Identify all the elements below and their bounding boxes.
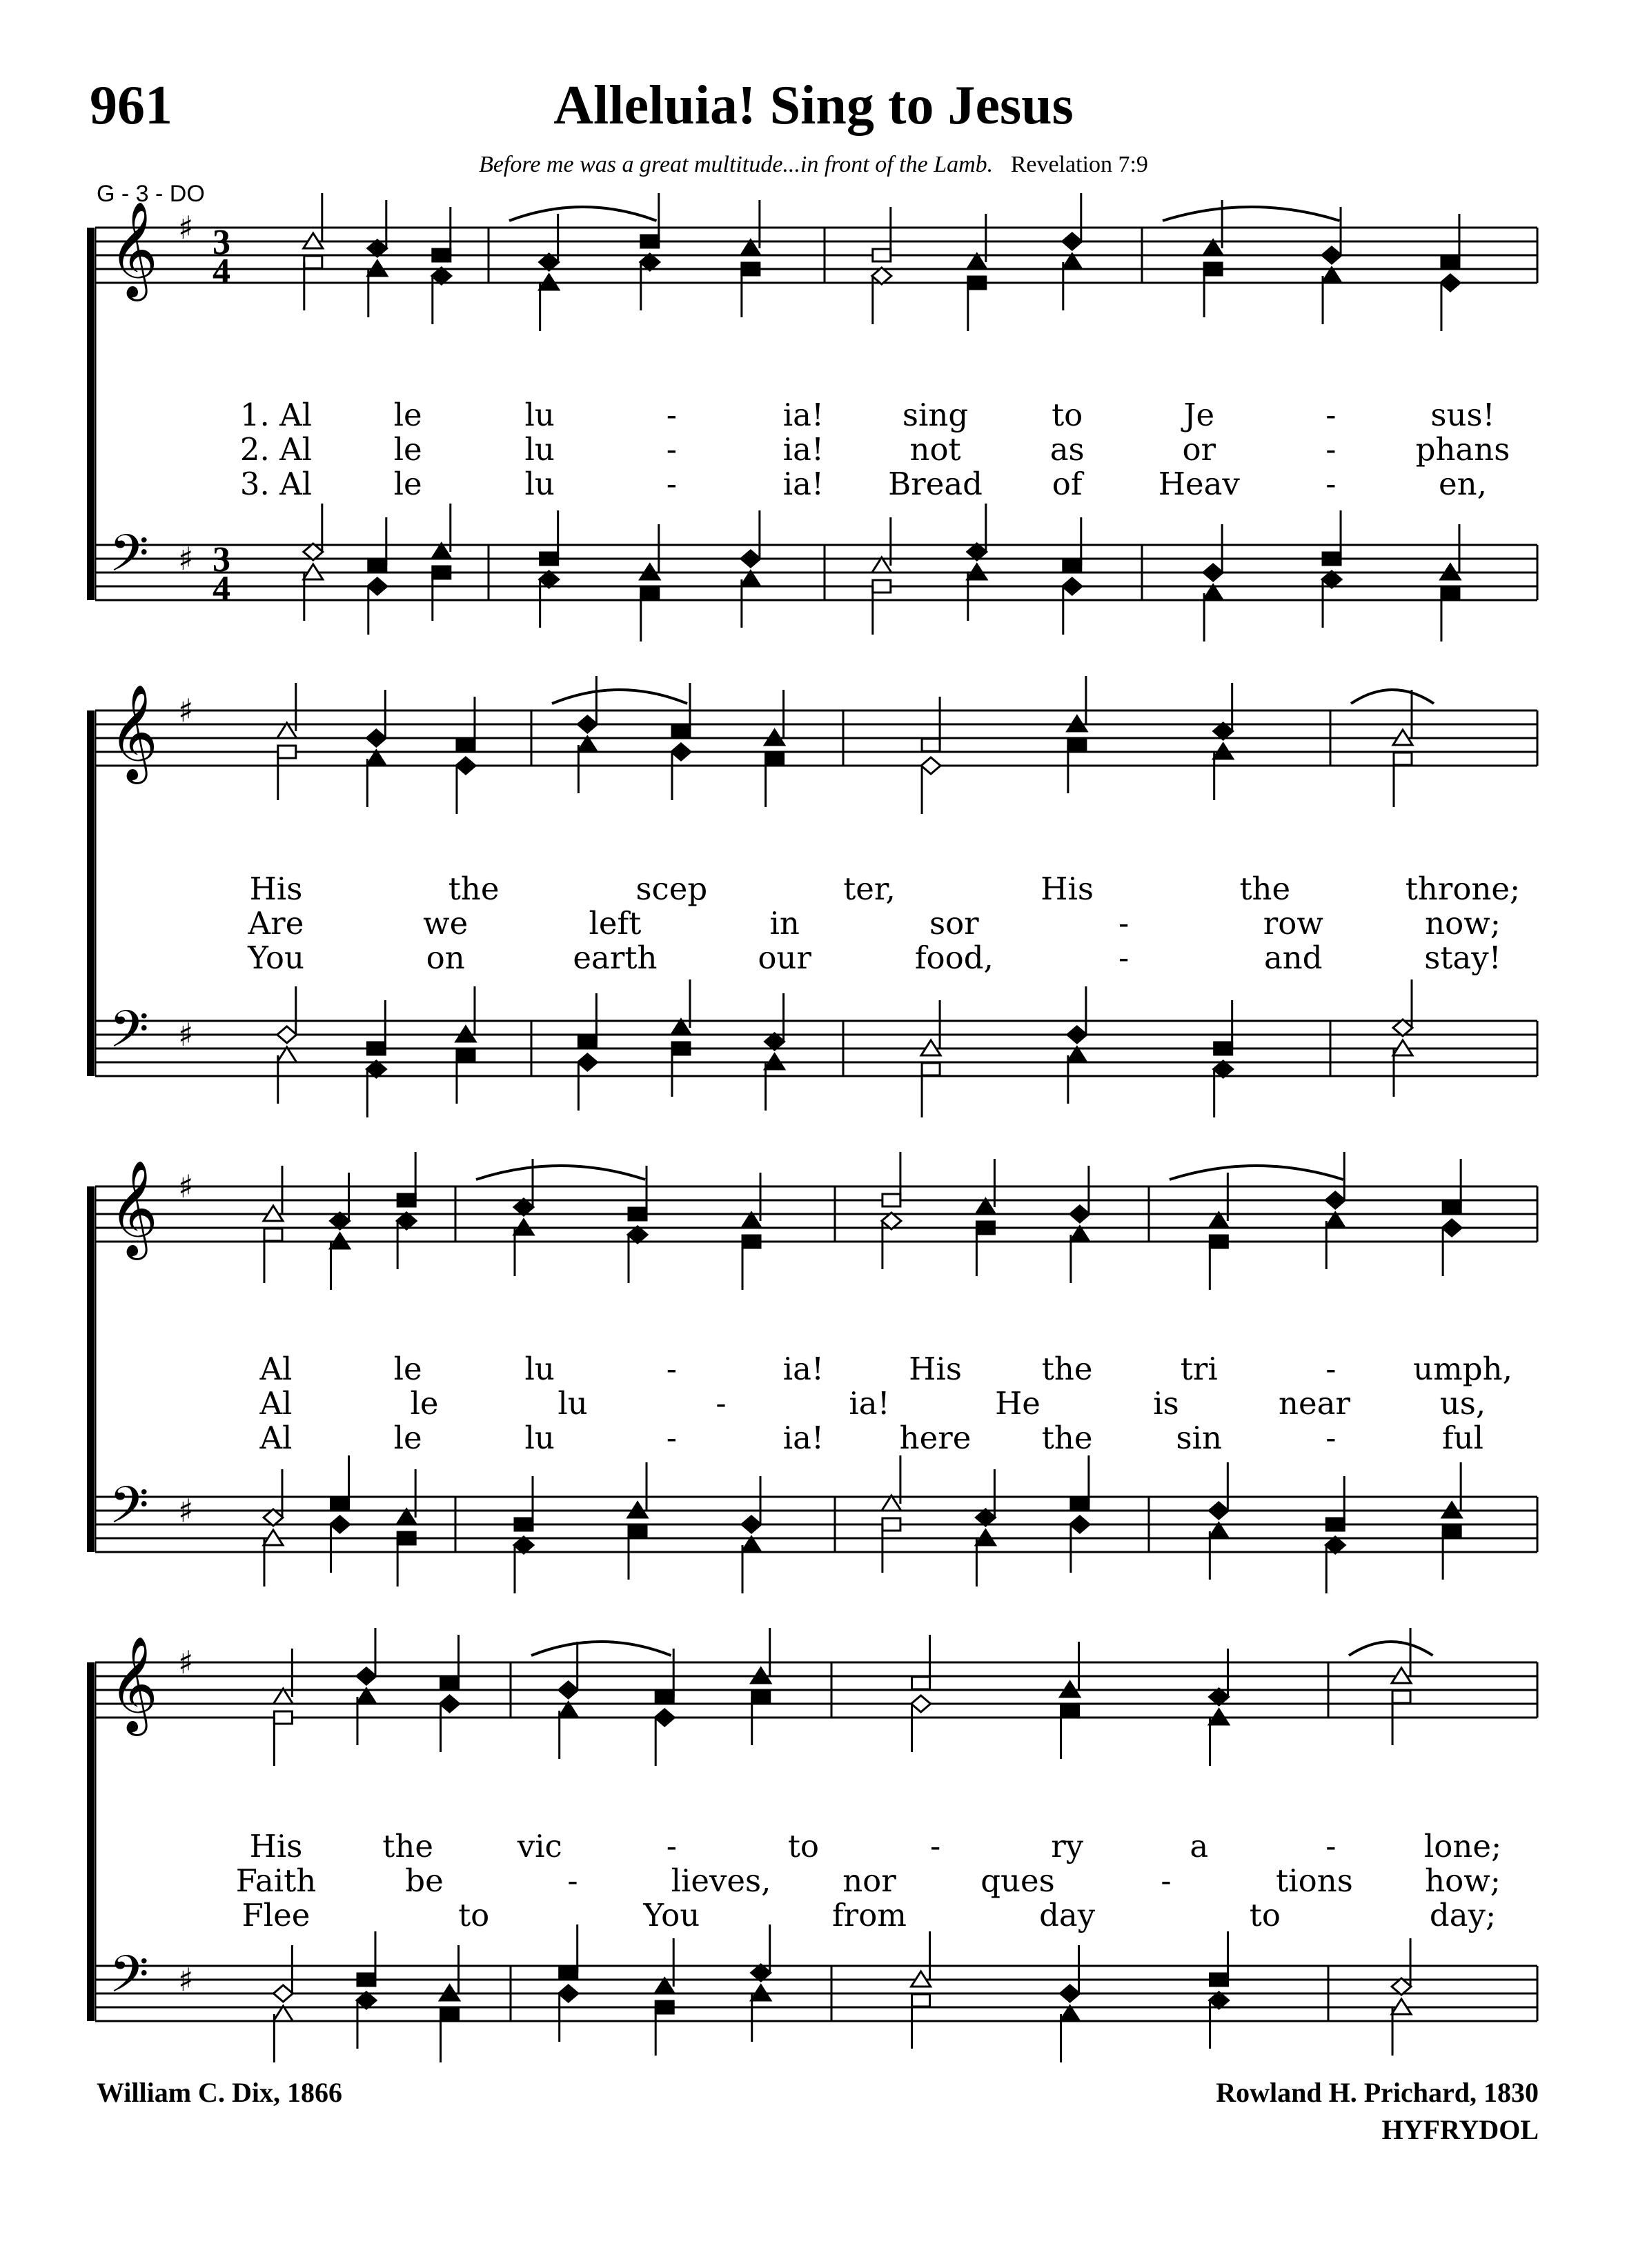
tenor-note xyxy=(273,1985,293,2002)
slur xyxy=(476,1166,645,1180)
tenor-note xyxy=(540,553,558,565)
lyric-syllable: 1. Al xyxy=(239,397,313,433)
hymn-number: 961 xyxy=(90,75,172,136)
lyric-syllable: - xyxy=(1325,1420,1337,1456)
lyric-syllable: ia! xyxy=(782,397,825,433)
soprano-note xyxy=(1214,723,1233,739)
soprano-note xyxy=(578,716,597,733)
bass-note xyxy=(1063,578,1082,595)
lyric-syllable: our xyxy=(758,939,811,976)
soprano-note xyxy=(357,1668,376,1684)
alto-note xyxy=(1061,1704,1079,1717)
alto-note xyxy=(628,1226,647,1243)
bass-note xyxy=(1214,1061,1233,1077)
lyric-syllable: be xyxy=(405,1862,444,1899)
lyric-syllable: on xyxy=(426,939,465,976)
bass-note xyxy=(357,1992,376,2009)
alto-note xyxy=(742,1235,760,1248)
lyric-syllable: the xyxy=(382,1828,433,1864)
soprano-note xyxy=(457,739,475,751)
tenor-note xyxy=(765,1033,785,1050)
soprano-note xyxy=(1441,256,1459,268)
lyric-syllable: as xyxy=(1049,431,1085,468)
tenor-note xyxy=(264,1509,283,1526)
lyric-syllable: vic xyxy=(517,1828,562,1864)
lyric-syllable: and xyxy=(1263,939,1323,976)
alto-note xyxy=(278,746,296,758)
lyric-syllable: His xyxy=(249,1828,303,1864)
lyric-syllable: - xyxy=(1325,431,1337,468)
bass-note xyxy=(873,580,891,593)
treble-clef-icon: 𝄞 xyxy=(109,684,158,780)
alto-note xyxy=(456,757,475,774)
lyric-syllable: to xyxy=(1249,1897,1281,1933)
lyric-syllable: Are xyxy=(248,905,304,942)
tenor-note xyxy=(1393,1019,1412,1036)
bass-note xyxy=(1070,1516,1089,1533)
lyric-syllable: or xyxy=(1182,431,1216,468)
soprano-note xyxy=(873,249,891,261)
lyric-syllable: row xyxy=(1263,905,1323,942)
slur xyxy=(1349,1642,1433,1655)
bass-note xyxy=(397,1532,415,1544)
lyric-syllable: day; xyxy=(1429,1897,1497,1933)
bass-note xyxy=(331,1516,350,1533)
sharp-icon: ♯ xyxy=(178,692,194,729)
treble-clef-icon: 𝄞 xyxy=(109,1160,158,1256)
sharp-icon: ♯ xyxy=(178,540,194,577)
tenor-note xyxy=(741,550,760,567)
alto-note xyxy=(640,254,660,270)
tenor-note xyxy=(560,1967,578,1979)
lyric-syllable: - xyxy=(1325,1828,1337,1864)
lyric-syllable: 3. Al xyxy=(239,466,313,502)
bass-note xyxy=(441,2008,459,2020)
tenor-note xyxy=(368,559,386,572)
lyric-syllable: ia! xyxy=(849,1385,890,1422)
slur xyxy=(1351,690,1434,704)
lyric-syllable: in xyxy=(769,905,800,942)
soprano-note xyxy=(1063,233,1082,250)
soprano-note xyxy=(514,1199,533,1215)
lyric-syllable: le xyxy=(393,1351,422,1387)
soprano-note xyxy=(1325,1192,1345,1208)
lyric-syllable: sing xyxy=(902,397,969,433)
lyric-syllable: His xyxy=(1041,871,1094,907)
lyric-syllable: ry xyxy=(1051,1828,1084,1864)
bass-note xyxy=(1441,587,1459,599)
soprano-note xyxy=(397,1194,415,1206)
bass-note xyxy=(433,566,451,579)
lyric-syllable: the xyxy=(448,871,500,907)
epigraph-quote: Before me was a great multitude...in front of the Lamb. xyxy=(479,152,994,177)
sharp-icon: ♯ xyxy=(178,1016,194,1053)
lyric-syllable: lu xyxy=(524,1420,555,1456)
treble-clef-icon: 𝄞 xyxy=(109,201,158,297)
alto-note xyxy=(655,1709,674,1726)
lyric-syllable: - xyxy=(1325,1351,1337,1387)
alto-note xyxy=(264,1228,282,1241)
lyric-syllable: - xyxy=(666,397,677,433)
lyric-syllable: ia! xyxy=(782,1420,825,1456)
lyric-syllable: lu xyxy=(524,1351,555,1387)
soprano-note xyxy=(629,1208,647,1220)
lyric-syllable: tri xyxy=(1180,1351,1218,1387)
alto-note xyxy=(968,277,986,289)
bass-note xyxy=(366,1061,386,1077)
tenor-note xyxy=(742,1516,761,1533)
sharp-icon: ♯ xyxy=(178,1644,194,1681)
soprano-note xyxy=(1070,1206,1089,1222)
lyric-syllable: Bread xyxy=(888,466,983,502)
alto-note xyxy=(1394,753,1412,765)
hymn-title: Alleluia! Sing to Jesus xyxy=(553,75,1074,136)
alto-note xyxy=(671,744,691,760)
bass-note xyxy=(655,2001,673,2013)
alto-note xyxy=(911,1695,931,1712)
lyric-syllable: - xyxy=(666,431,677,468)
soprano-note xyxy=(331,1213,350,1229)
bass-note xyxy=(1322,571,1341,588)
tenor-note xyxy=(1326,1518,1344,1531)
lyric-syllable: - xyxy=(1118,939,1130,976)
lyric-syllable: now; xyxy=(1425,905,1501,942)
alto-note xyxy=(304,256,322,268)
sharp-icon: ♯ xyxy=(178,1961,194,1998)
bass-note xyxy=(912,1994,930,2007)
alto-note xyxy=(752,1691,770,1703)
lyric-syllable: You xyxy=(248,939,304,976)
tenor-note xyxy=(304,544,323,560)
bass-note xyxy=(540,571,559,588)
bass-clef-icon: 𝄢 xyxy=(109,1944,149,2017)
lyric-syllable: phans xyxy=(1415,431,1510,468)
time-signature-denominator: 4 xyxy=(213,569,230,608)
lyric-syllable: tions xyxy=(1276,1862,1353,1899)
system-1-system-bracket xyxy=(87,228,94,600)
lyric-syllable: food, xyxy=(914,939,994,976)
bass-note xyxy=(368,578,387,595)
lyric-syllable: from xyxy=(832,1897,907,1933)
lyric-syllable: sus! xyxy=(1430,397,1495,433)
music-credit: Rowland H. Prichard, 1830 xyxy=(1216,2077,1539,2108)
lyric-syllable: Je xyxy=(1183,397,1215,433)
tenor-note xyxy=(578,1035,596,1048)
alto-note xyxy=(1392,1691,1410,1703)
bass-note xyxy=(882,1518,900,1531)
lyric-syllable: the xyxy=(1041,1420,1093,1456)
time-signature-numerator: 3 xyxy=(213,540,230,579)
soprano-note xyxy=(366,730,386,746)
bass-note xyxy=(1325,1537,1345,1553)
lyric-syllable: ques xyxy=(980,1862,1055,1899)
lyric-syllable: the xyxy=(1041,1351,1093,1387)
lyric-syllable: le xyxy=(393,431,422,468)
slur xyxy=(552,690,687,704)
tenor-note xyxy=(1392,1978,1411,1995)
lyric-syllable: - xyxy=(716,1385,727,1422)
bass-note xyxy=(672,1042,690,1055)
alto-note xyxy=(440,1695,460,1712)
time-signature-denominator: 4 xyxy=(213,252,230,291)
bass-clef-icon: 𝄢 xyxy=(109,1475,149,1548)
alto-note xyxy=(432,268,451,284)
lyric-syllable: le xyxy=(393,466,422,502)
treble-clef-icon: 𝄞 xyxy=(109,1636,158,1732)
lyric-syllable: - xyxy=(567,1862,578,1899)
alto-note xyxy=(1068,739,1086,751)
tenor-note xyxy=(1209,1502,1228,1519)
alto-note xyxy=(742,263,760,275)
tenor-note xyxy=(967,544,987,560)
bass-note xyxy=(457,1049,475,1062)
soprano-note xyxy=(672,725,690,737)
lyric-syllable: Heav xyxy=(1158,466,1240,502)
lyric-syllable: His xyxy=(909,1351,962,1387)
bass-note xyxy=(641,587,659,599)
lyric-syllable: 2. Al xyxy=(239,431,313,468)
lyric-syllable: ia! xyxy=(782,466,825,502)
system-2-system-bracket xyxy=(87,710,94,1076)
lyric-syllable: lu xyxy=(524,466,555,502)
tenor-note xyxy=(976,1509,995,1526)
lyric-syllable: - xyxy=(666,466,677,502)
slur xyxy=(1163,207,1340,221)
alto-note xyxy=(1204,263,1222,275)
lyric-syllable: le xyxy=(410,1385,439,1422)
tenor-note xyxy=(367,1042,385,1055)
tenor-note xyxy=(357,1973,375,1986)
lyric-syllable: en, xyxy=(1439,466,1487,502)
lyric-syllable: lu xyxy=(524,397,555,433)
lyric-syllable: lone; xyxy=(1423,1828,1502,1864)
lyric-syllable: Al xyxy=(259,1420,293,1456)
lyric-syllable: nor xyxy=(842,1862,896,1899)
lyric-syllable: of xyxy=(1052,466,1083,502)
lyric-syllable: - xyxy=(666,1351,677,1387)
tenor-note xyxy=(331,1498,349,1510)
alto-note xyxy=(921,757,940,774)
soprano-note xyxy=(655,1691,673,1703)
epigraph-reference: Revelation 7:9 xyxy=(1010,152,1148,177)
lyric-syllable: - xyxy=(1325,466,1337,502)
lyric-syllable: le xyxy=(393,1420,422,1456)
bass-note xyxy=(629,1525,647,1538)
lyric-syllable: Flee xyxy=(241,1897,310,1933)
bass-note xyxy=(1443,1525,1461,1538)
lyric-syllable: ia! xyxy=(782,431,825,468)
system-3-system-bracket xyxy=(87,1186,94,1552)
lyric-syllable: - xyxy=(1161,1862,1172,1899)
lyric-syllable: He xyxy=(995,1385,1041,1422)
lyric-syllable: sin xyxy=(1176,1420,1222,1456)
bass-note xyxy=(578,1054,597,1071)
lyric-syllable: the xyxy=(1239,871,1291,907)
alto-note xyxy=(872,268,891,284)
alto-note xyxy=(1442,1220,1461,1236)
lyric-syllable: scep xyxy=(635,871,708,907)
lyric-syllable: day xyxy=(1039,1897,1096,1933)
alto-note xyxy=(766,753,784,765)
bass-clef-icon: 𝄢 xyxy=(109,999,149,1072)
lyric-syllable: stay! xyxy=(1424,939,1501,976)
lyric-syllable: - xyxy=(1118,905,1130,942)
lyric-syllable: sor xyxy=(929,905,979,942)
lyric-syllable: umph, xyxy=(1413,1351,1512,1387)
lyric-syllable: throne; xyxy=(1405,871,1521,907)
alto-note xyxy=(397,1213,416,1229)
lyric-syllable: - xyxy=(929,1828,941,1864)
tenor-note xyxy=(1323,553,1341,565)
lyric-syllable: Faith xyxy=(235,1862,317,1899)
system-4-system-bracket xyxy=(87,1662,94,2021)
soprano-note xyxy=(882,1194,900,1206)
lyric-syllable: near xyxy=(1279,1385,1350,1422)
alto-note xyxy=(976,1222,994,1234)
lyric-syllable: to xyxy=(787,1828,820,1864)
soprano-note xyxy=(559,1682,578,1698)
lyric-syllable: is xyxy=(1153,1385,1179,1422)
bass-clef-icon: 𝄢 xyxy=(109,524,149,596)
soprano-note xyxy=(1322,247,1341,263)
bass-note xyxy=(514,1537,533,1553)
alto-note xyxy=(274,1711,292,1724)
soprano-note xyxy=(922,739,940,751)
sharp-icon: ♯ xyxy=(178,209,194,246)
lyric-syllable: le xyxy=(393,397,422,433)
alto-note xyxy=(1210,1235,1227,1248)
lyric-syllable: lu xyxy=(558,1385,588,1422)
key-indicator: G - 3 - DO xyxy=(97,181,205,207)
tune-name: HYFRYDOL xyxy=(1381,2114,1539,2145)
bass-note xyxy=(922,1063,940,1075)
soprano-note xyxy=(441,1677,459,1689)
soprano-note xyxy=(912,1677,930,1689)
lyric-syllable: a xyxy=(1190,1828,1209,1864)
slur xyxy=(1170,1166,1343,1180)
lyric-syllable: ter, xyxy=(843,871,896,907)
lyric-syllable: here xyxy=(899,1420,972,1456)
lyric-syllable: lu xyxy=(524,431,555,468)
tenor-note xyxy=(515,1518,533,1531)
soprano-note xyxy=(433,249,451,261)
tenor-note xyxy=(1071,1498,1089,1510)
lyric-syllable: Al xyxy=(259,1351,293,1387)
lyric-syllable: - xyxy=(666,1828,677,1864)
lyric-syllable: to xyxy=(458,1897,490,1933)
time-signature-numerator: 3 xyxy=(213,223,230,262)
lyric-syllable: His xyxy=(249,871,303,907)
tenor-note xyxy=(1063,559,1081,572)
lyric-syllable: ful xyxy=(1441,1420,1484,1456)
soprano-note xyxy=(641,235,659,248)
soprano-note xyxy=(1443,1201,1461,1213)
sharp-icon: ♯ xyxy=(178,1492,194,1529)
tenor-note xyxy=(1061,1985,1080,2002)
slur xyxy=(509,207,657,221)
lyric-syllable: we xyxy=(423,905,469,942)
alto-note xyxy=(882,1213,901,1229)
soprano-note xyxy=(1210,1689,1229,1705)
tenor-note xyxy=(277,1026,297,1043)
tenor-note xyxy=(1210,1973,1228,1986)
tenor-note xyxy=(1203,564,1223,581)
slur xyxy=(531,1642,671,1655)
bass-note xyxy=(559,1985,578,2002)
tenor-note xyxy=(1067,1026,1087,1043)
lyric-syllable: - xyxy=(1325,397,1337,433)
lyric-syllable: lieves, xyxy=(671,1862,771,1899)
lyric-syllable: how; xyxy=(1425,1862,1501,1899)
sharp-icon: ♯ xyxy=(178,1168,194,1205)
lyric-syllable: not xyxy=(909,431,961,468)
tenor-note xyxy=(1214,1042,1232,1055)
lyric-syllable: left xyxy=(589,905,642,942)
lyric-syllable: earth xyxy=(573,939,658,976)
alto-note xyxy=(1441,275,1460,291)
bass-note xyxy=(1210,1992,1229,2009)
lyric-syllable: You xyxy=(643,1897,700,1933)
soprano-note xyxy=(540,254,559,270)
lyric-syllable: us, xyxy=(1439,1385,1486,1422)
soprano-note xyxy=(368,240,387,257)
lyric-syllable: - xyxy=(666,1420,677,1456)
lyric-syllable: to xyxy=(1052,397,1083,433)
lyric-syllable: Al xyxy=(259,1385,293,1422)
tenor-note xyxy=(751,1964,771,1981)
words-credit: William C. Dix, 1866 xyxy=(97,2077,342,2108)
lyric-syllable: ia! xyxy=(782,1351,825,1387)
